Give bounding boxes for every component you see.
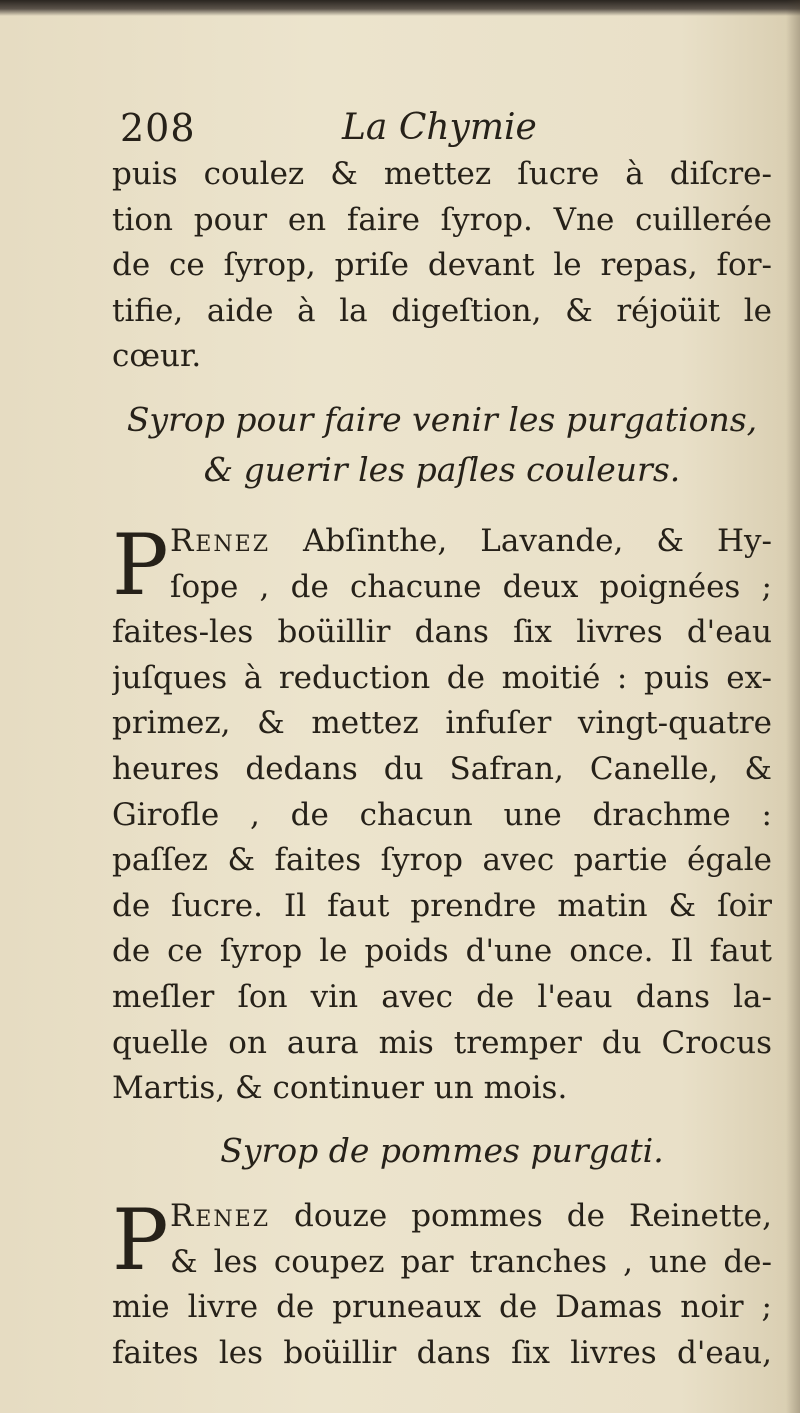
text-line: de ce ſyrop le poids d'une once. Il faut — [112, 933, 772, 970]
recipe-paragraph — [112, 1191, 772, 1376]
first-word-small-caps: Renez — [170, 523, 270, 559]
drop-cap: P — [112, 516, 169, 614]
text-line: & les coupez par tranches , une de- — [170, 1243, 772, 1280]
running-header — [0, 105, 800, 155]
text-line-rest: Abſinthe, Lavande, & Hy- — [303, 523, 772, 559]
text-line: meſler ſon vin avec de l'eau dans la- — [112, 978, 772, 1015]
text-line: heures dedans du Safran, Canelle, & — [112, 750, 772, 787]
text-line: mie livre de pruneaux de Damas noir ; — [112, 1289, 772, 1326]
text-line: puis coulez & mettez ſucre à diſcre- — [112, 156, 772, 192]
text-line: faites-les boüillir dans ſix livres d'eau — [112, 614, 772, 651]
text-line: juſques à reduction de moitié : puis ex- — [112, 659, 772, 696]
text-line — [112, 519, 772, 565]
text-line: faites les boüillir dans ſix livres d'eau, — [112, 1334, 772, 1371]
text-line: Girofle , de chacun une drachme : — [112, 796, 772, 833]
recipe-paragraph — [112, 516, 772, 1112]
recipe-heading — [112, 395, 772, 495]
text-line: de ſucre. Il faut prendre matin & ſoir — [112, 887, 772, 924]
recipe-heading: Syrop de pommes purgati. — [220, 1131, 664, 1170]
text-line: tifie, aide à la digeſtion, & réjoüit le — [112, 292, 772, 329]
text-line-rest: douze pommes de Reinette, — [294, 1198, 772, 1234]
text-line: quelle on aura mis tremper du Crocus — [112, 1024, 772, 1061]
text-line: Martis, & continuer un mois. — [112, 1070, 568, 1107]
text-line: primez, & mettez infuſer vingt-quatre — [112, 705, 772, 742]
text-line: de ce ſyrop, priſe devant le repas, for- — [112, 247, 772, 284]
page-top-shadow — [0, 0, 800, 16]
first-word-small-caps: Renez — [170, 1198, 270, 1234]
continuation-paragraph — [112, 152, 772, 380]
recipe-heading-line: Syrop pour faire venir les purgations, — [126, 400, 758, 439]
text-line: ſope , de chacune deux poignées ; — [170, 568, 772, 605]
recipe-heading-line: & guerir les paſles couleurs. — [203, 450, 681, 489]
page-number: 208 — [120, 106, 196, 150]
text-line — [112, 1194, 772, 1240]
text-line: paſſez & faites ſyrop avec partie égale — [112, 842, 772, 879]
text-line: tion pour en faire ſyrop. Vne cuillerée — [112, 201, 772, 238]
text-line: cœur. — [112, 338, 202, 375]
running-title: La Chymie — [342, 107, 537, 148]
drop-cap: P — [112, 1191, 169, 1289]
page-gutter-shadow — [786, 0, 800, 1413]
